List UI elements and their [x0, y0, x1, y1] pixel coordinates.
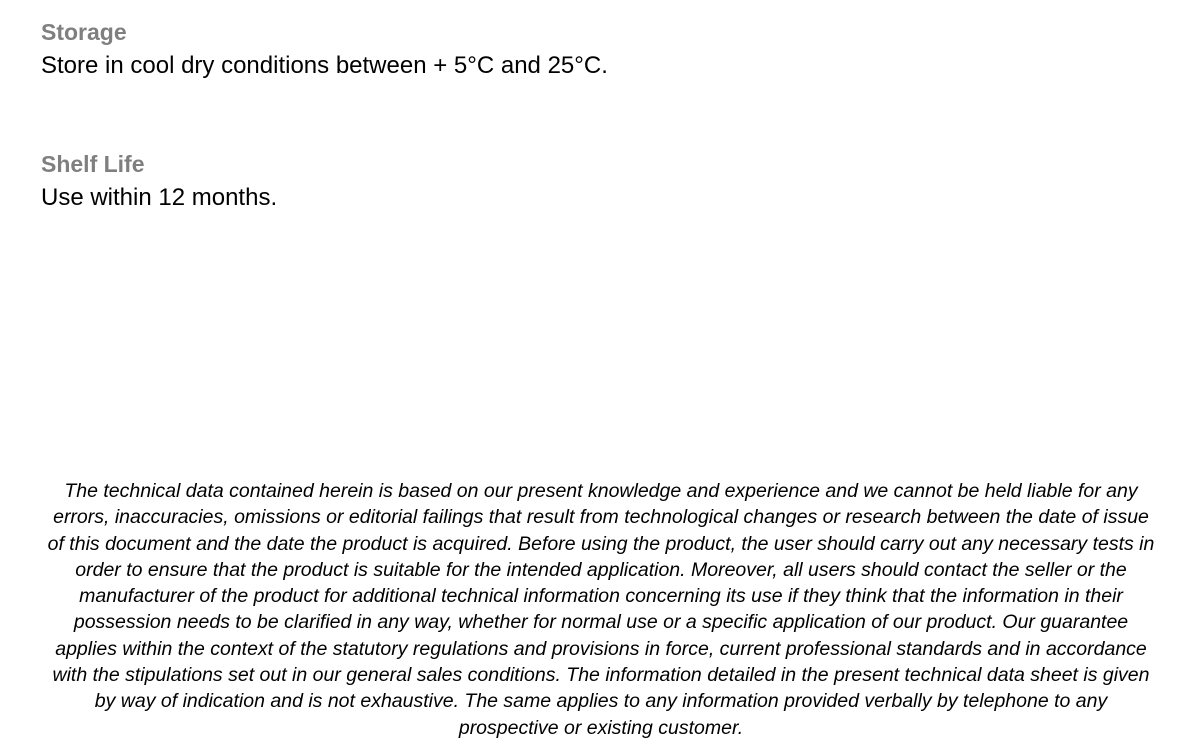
shelf-life-text: Use within 12 months.: [41, 184, 278, 211]
disclaimer-line: applies within the context of the statutory regulations and provisions in force, current professional standards and in accordance: [55, 637, 1147, 660]
disclaimer-line: prospective or existing customer.: [458, 716, 744, 739]
disclaimer-line: possession needs to be clarified in any way, whether for normal use or a specific application of our product. Our guarantee: [73, 611, 1129, 634]
disclaimer-line: of this document and the date the product is acquired. Before using the product, the user should carry out any necessary tests in: [47, 532, 1155, 555]
disclaimer-line: manufacturer of the product for additional technical information concerning its use if they think that the information in their: [79, 585, 1123, 608]
storage-heading: Storage: [41, 19, 127, 45]
disclaimer-line: errors, inaccuracies, omissions or editorial failings that result from technological changes or research between the date of issue: [53, 506, 1149, 529]
disclaimer-line: with the stipulations set out in our general sales conditions. The information detailed in the present technical data sheet is given: [52, 664, 1150, 687]
storage-text: Store in cool dry conditions between + 5°C and 25°C.: [41, 52, 608, 79]
shelf-life-heading: Shelf Life: [41, 151, 145, 177]
disclaimer-line: The technical data contained herein is based on our present knowledge and experience and we cannot be held liable for any: [64, 480, 1138, 502]
disclaimer-paragraph: [36, 478, 1166, 741]
disclaimer-line: order to ensure that the product is suitable for the intended application. Moreover, all users should contact the seller or the: [75, 558, 1127, 581]
shelf-life-section: [41, 147, 277, 214]
storage-section: [41, 15, 608, 82]
disclaimer-line: by way of indication and is not exhaustive. The same applies to any information provided verbally by telephone to any: [94, 690, 1108, 713]
